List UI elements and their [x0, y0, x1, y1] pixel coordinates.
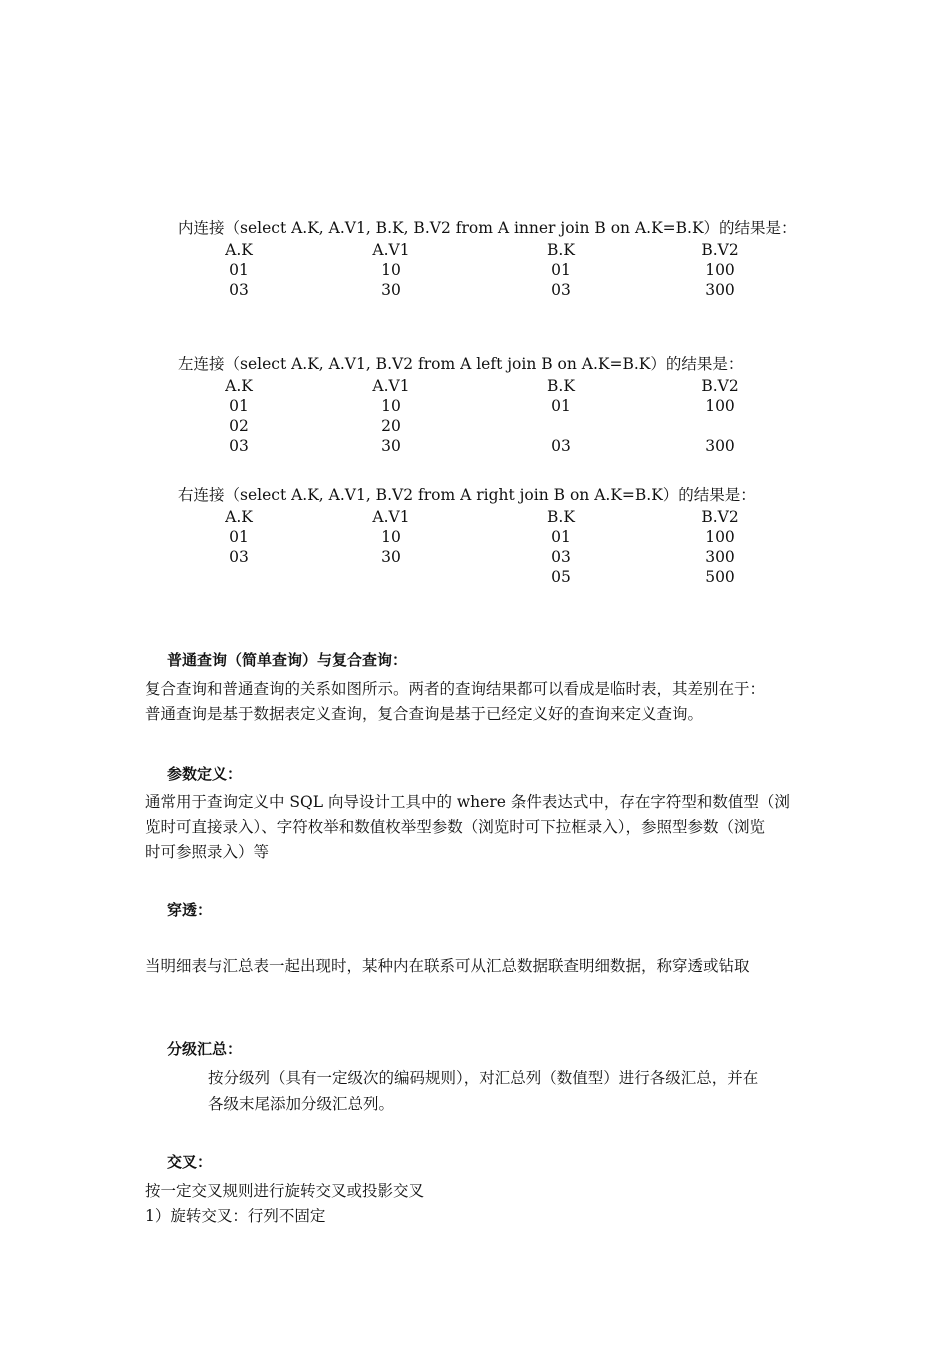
- params-text-line-2: 览时可直接录入）、字符枚举和数值枚举型参数（浏览时可下拉框录入），参照型参数（浏览: [145, 818, 766, 836]
- table-cell: 30: [381, 437, 401, 455]
- table-cell: 02: [229, 417, 249, 435]
- table-header-cell: B.K: [547, 508, 575, 526]
- table-cell: 500: [705, 568, 735, 586]
- cross-text-line-1: 按一定交叉规则进行旋转交叉或投影交叉: [145, 1182, 425, 1200]
- table-cell: 30: [381, 548, 401, 566]
- table-cell: 20: [381, 417, 401, 435]
- table-header-cell: A.K: [225, 241, 253, 259]
- table-cell: 03: [551, 281, 571, 299]
- table-cell: 03: [229, 281, 249, 299]
- table-cell: 03: [229, 437, 249, 455]
- params-text-line-3: 时可参照录入）等: [145, 843, 270, 861]
- table-cell: 10: [381, 397, 401, 415]
- table-cell: 100: [705, 261, 735, 279]
- subtotal-text-line-1: 按分级列（具有一定级次的编码规则），对汇总列（数值型）进行各级汇总，并在: [208, 1069, 759, 1087]
- table-header-cell: A.V1: [372, 508, 410, 526]
- subtotal-text-line-2: 各级末尾添加分级汇总列。: [208, 1095, 395, 1113]
- table-cell: 100: [705, 397, 735, 415]
- table-cell: 100: [705, 528, 735, 546]
- left-join-title: 左连接（select A.K, A.V1, B.V2 from A left join B on A.K=B.K）的结果是：: [178, 355, 744, 373]
- table-header-cell: B.K: [547, 241, 575, 259]
- params-text-line-1: 通常用于查询定义中 SQL 向导设计工具中的 where 条件表达式中，存在字符型和数值型（浏: [145, 793, 790, 811]
- table-cell: 01: [551, 528, 571, 546]
- drill-heading: 穿透：: [167, 901, 213, 919]
- cross-text-line-2: 1）旋转交叉：行列不固定: [145, 1207, 326, 1225]
- subtotal-heading: 分级汇总：: [167, 1040, 243, 1058]
- params-heading: 参数定义：: [167, 765, 243, 783]
- table-cell: 03: [551, 437, 571, 455]
- table-cell: 01: [229, 528, 249, 546]
- table-header-cell: A.V1: [372, 241, 410, 259]
- table-cell: 10: [381, 261, 401, 279]
- table-cell: 30: [381, 281, 401, 299]
- table-cell: 01: [551, 397, 571, 415]
- table-header-cell: A.V1: [372, 377, 410, 395]
- drill-text-line-1: 当明细表与汇总表一起出现时，某种内在联系可从汇总数据联查明细数据，称穿透或钻取: [145, 957, 750, 975]
- table-cell: 01: [229, 261, 249, 279]
- table-cell: 01: [229, 397, 249, 415]
- table-cell: 01: [551, 261, 571, 279]
- table-header-cell: A.K: [225, 377, 253, 395]
- table-header-cell: B.K: [547, 377, 575, 395]
- table-header-cell: B.V2: [701, 241, 739, 259]
- table-cell: 300: [705, 281, 735, 299]
- table-cell: 03: [551, 548, 571, 566]
- table-header-cell: A.K: [225, 508, 253, 526]
- table-cell: 300: [705, 437, 735, 455]
- right-join-title: 右连接（select A.K, A.V1, B.V2 from A right join B on A.K=B.K）的结果是：: [178, 486, 756, 504]
- query-text-line-1: 复合查询和普通查询的关系如图所示。两者的查询结果都可以看成是临时表，其差别在于：: [145, 680, 766, 698]
- query-text-line-2: 普通查询是基于数据表定义查询，复合查询是基于已经定义好的查询来定义查询。: [145, 705, 704, 723]
- table-cell: 03: [229, 548, 249, 566]
- inner-join-title: 内连接（select A.K, A.V1, B.K, B.V2 from A inner join B on A.K=B.K）的结果是：: [178, 219, 797, 237]
- table-cell: 10: [381, 528, 401, 546]
- cross-heading: 交叉：: [167, 1153, 213, 1171]
- table-cell: 05: [551, 568, 571, 586]
- table-cell: 300: [705, 548, 735, 566]
- table-header-cell: B.V2: [701, 508, 739, 526]
- query-heading: 普通查询（简单查询）与复合查询：: [167, 651, 408, 669]
- table-header-cell: B.V2: [701, 377, 739, 395]
